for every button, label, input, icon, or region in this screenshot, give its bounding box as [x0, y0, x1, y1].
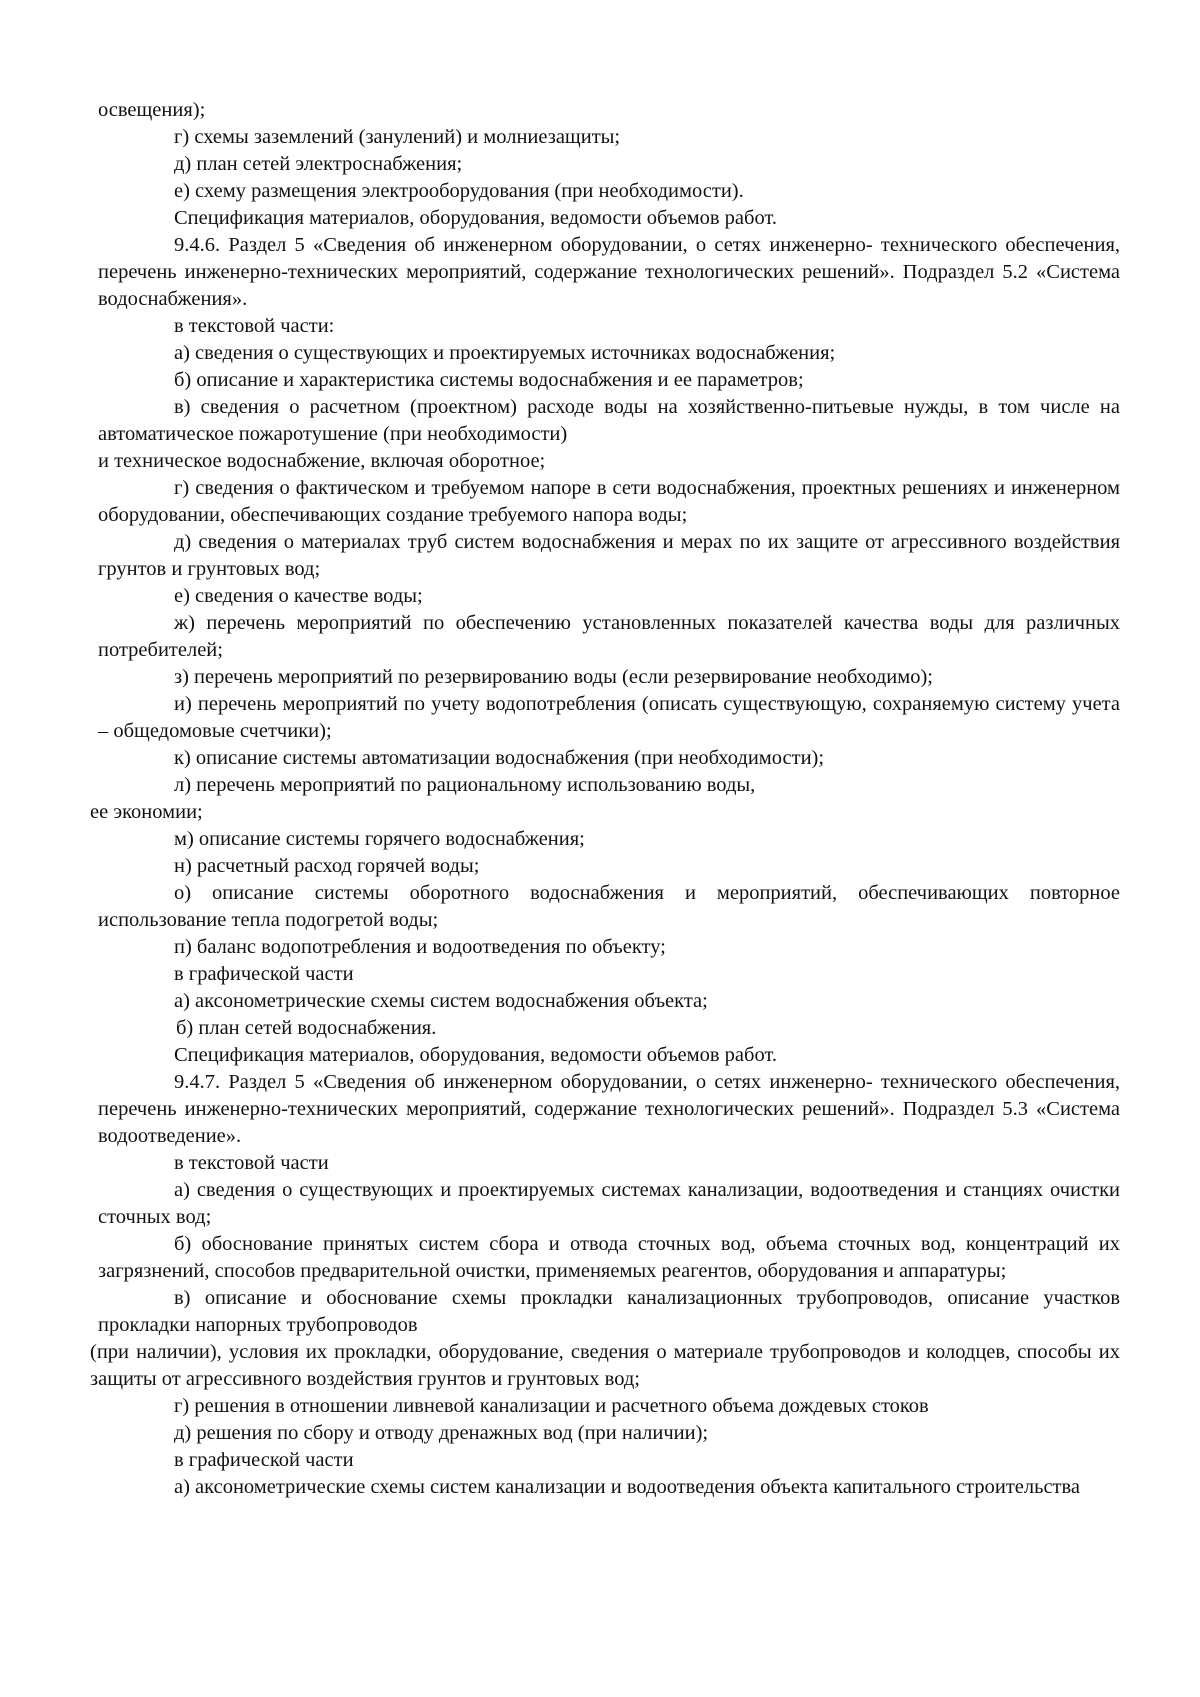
document-body — [90, 97, 1120, 1501]
paragraph: б) обоснование принятых систем сбора и отвода сточных вод, объема сточных вод, концентраций их загрязнений, способов предварительной очистки, применяемых реагентов, оборудования и аппаратуры; — [98, 1233, 1120, 1282]
paragraph: е) схему размещения электрооборудования (при необходимости). — [174, 180, 744, 202]
paragraph: к) описание системы автоматизации водоснабжения (при необходимости); — [174, 747, 825, 769]
paragraph: в графической части — [174, 1449, 354, 1471]
paragraph: ее экономии; — [90, 801, 203, 823]
paragraph: и техническое водоснабжение, включая оборотное; — [98, 450, 546, 472]
paragraph: а) аксонометрические схемы систем канализации и водоотведения объекта капитального строительства — [174, 1476, 1081, 1498]
paragraph: освещения); — [98, 99, 206, 121]
paragraph: и) перечень мероприятий по учету водопотребления (описать существующую, сохраняемую систему учета – общедомовые счетчики); — [98, 693, 1120, 742]
paragraph: в графической части — [174, 963, 354, 985]
paragraph: г) решения в отношении ливневой канализации и расчетного объема дождевых стоков — [174, 1395, 929, 1417]
paragraph: ж) перечень мероприятий по обеспечению установленных показателей качества воды для различных потребителей; — [98, 612, 1120, 661]
paragraph: б) план сетей водоснабжения. — [176, 1017, 437, 1039]
paragraph: о) описание системы оборотного водоснабжения и мероприятий, обеспечивающих повторное использование тепла подогретой воды; — [98, 882, 1120, 931]
paragraph: г) сведения о фактическом и требуемом напоре в сети водоснабжения, проектных решениях и инженерном оборудовании, обеспечивающих создание требуемого напора воды; — [98, 477, 1120, 526]
paragraph: е) сведения о качестве воды; — [174, 585, 423, 607]
paragraph: н) расчетный расход горячей воды; — [174, 855, 480, 877]
paragraph: а) аксонометрические схемы систем водоснабжения объекта; — [174, 990, 708, 1012]
paragraph: а) сведения о существующих и проектируемых источниках водоснабжения; — [174, 342, 836, 364]
paragraph: п) баланс водопотребления и водоотведения по объекту; — [174, 936, 666, 958]
paragraph: з) перечень мероприятий по резервированию воды (если резервирование необходимо); — [174, 666, 933, 688]
paragraph: д) план сетей электроснабжения; — [174, 153, 463, 175]
paragraph: а) сведения о существующих и проектируемых системах канализации, водоотведения и станциях очистки сточных вод; — [98, 1179, 1120, 1228]
paragraph: г) схемы заземлений (занулений) и молниезащиты; — [174, 126, 621, 148]
paragraph: 9.4.7. Раздел 5 «Сведения об инженерном оборудовании, о сетях инженерно- технического обеспечения, перечень инженерно-технических мероприятий, содержание технологических решений». Подраздел 5.3 «Система водоотведение». — [98, 1071, 1120, 1147]
paragraph: д) сведения о материалах труб систем водоснабжения и мерах по их защите от агрессивного воздействия грунтов и грунтовых вод; — [98, 531, 1120, 580]
paragraph: Спецификация материалов, оборудования, ведомости объемов работ. — [174, 1044, 777, 1066]
paragraph: в) сведения о расчетном (проектном) расходе воды на хозяйственно-питьевые нужды, в том числе на автоматическое пожаротушение (при необходимости) — [98, 396, 1120, 445]
paragraph: м) описание системы горячего водоснабжения; — [174, 828, 585, 850]
paragraph: б) описание и характеристика системы водоснабжения и ее параметров; — [174, 369, 804, 391]
paragraph: д) решения по сбору и отводу дренажных вод (при наличии); — [174, 1422, 709, 1444]
paragraph: 9.4.6. Раздел 5 «Сведения об инженерном оборудовании, о сетях инженерно- технического обеспечения, перечень инженерно-технических мероприятий, содержание технологических решений». Подраздел 5.2 «Система водоснабжения». — [98, 234, 1120, 310]
paragraph: в текстовой части — [174, 1152, 329, 1174]
paragraph: в) описание и обоснование схемы прокладки канализационных трубопроводов, описание участков прокладки напорных трубопроводов — [98, 1287, 1120, 1336]
paragraph: Спецификация материалов, оборудования, ведомости объемов работ. — [174, 207, 777, 229]
paragraph: в текстовой части: — [174, 315, 335, 337]
paragraph: (при наличии), условия их прокладки, оборудование, сведения о материале трубопроводов и колодцев, способы их защиты от агрессивного воздействия грунтов и грунтовых вод; — [90, 1341, 1120, 1390]
paragraph: л) перечень мероприятий по рациональному использованию воды, — [174, 774, 756, 796]
